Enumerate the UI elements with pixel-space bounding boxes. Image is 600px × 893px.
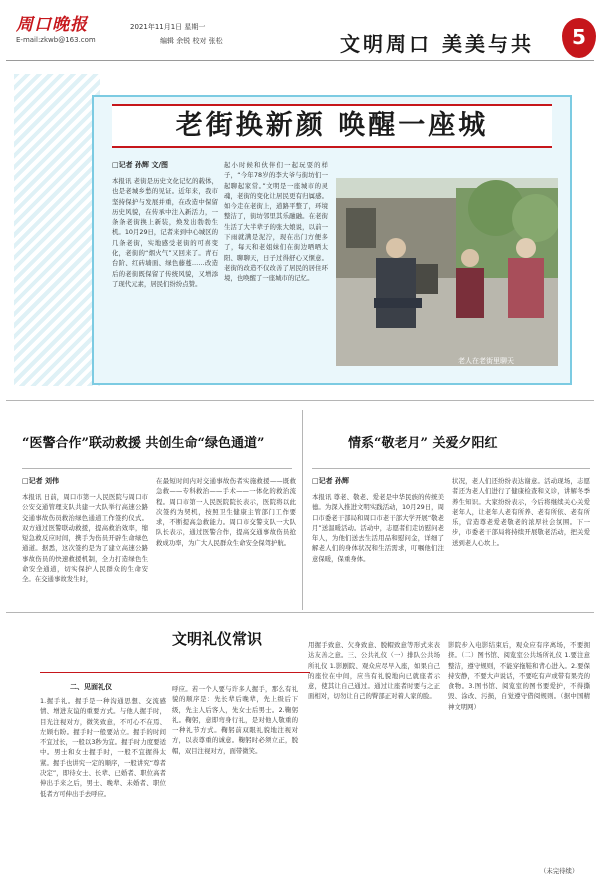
- section-divider-2: [6, 612, 594, 613]
- article-left-rule: [22, 468, 292, 469]
- masthead: [10, 6, 590, 56]
- article-left-title: “医警合作”联动救援 共创生命“绿色通道”: [22, 436, 265, 451]
- etiquette-rule: [40, 672, 310, 673]
- article-right-title: 情系“敬老月” 关爱夕阳红: [348, 436, 498, 451]
- section-divider: [6, 400, 594, 401]
- column-divider: [302, 410, 303, 610]
- article-right-column-1: 本报讯 尊老、敬老、爱老是中华民族的传统美德。为深入推进文明实践活动，10月29日，周口市委老干部局和周口市老干部大学开展“敬老月”送温暖活动。活动中，志愿者们走访慰问老年人，为他们送去生活用品和慰问金，详细了解老人们的身体状况和生活需求，叮嘱他们注意保暖，保重身体。: [312, 493, 444, 563]
- article-left-column-2: 在最短时间内对交通事故伤者实施救援——既救急救——专科救治——手术——一体化的救治流程。周口市第一人民医院院长表示，医院将以此次签约为契机，按照卫生健康主管部门工作要求，不断提高急救能力。周口市交警支队一大队队长表示，通过医警合作，提高交通事故伤员抢救成功率，为广大人民群众生命安全保驾护航。: [156, 477, 296, 547]
- top-divider: [6, 60, 594, 61]
- etiquette-subheading: 二、见面礼仪: [70, 683, 112, 691]
- article-left-byline: □记者 刘伟: [22, 477, 60, 485]
- etiquette-column-1: 1.握手礼。握手是一种沟通思想、交流感情、增进友谊的重要方式。与他人握手时，目光注视对方，微笑致意，不可心不在焉、左顾右盼。握手时一般要站立。握手的时间不宜过长，一般以3秒为宜。握手时力度要适中。男士和女士握手时，一般不宜握得太紧。握手也讲究一定的顺序，一般讲究“尊者决定”，即待女士、长辈、已婚者、职位高者伸出手来之后，男士、晚辈、未婚者、职位低者方可伸出手去呼应。: [40, 697, 166, 798]
- feature-photo: [336, 178, 558, 366]
- street-elders-image: [336, 178, 558, 366]
- article-right-column-2: 状况，老人们还纷纷表达谢意。活动现场，志愿者还为老人们进行了健康检查和义诊，讲解冬季养生知识。大家纷纷表示，今后将继续关心关爱老年人，让老年人老有所养、老有所依、老有所乐，营造尊老爱老敬老的浓厚社会氛围。下一步，市委老干部局将持续开展敬老活动，把关爱送到老人心坎上。: [452, 477, 590, 547]
- etiquette-title: 文明礼仪常识: [172, 630, 263, 648]
- etiquette-column-3: 用握手致意、欠身致意、脱帽致意等形式来表达友善之意。三、公共礼仪（一）排队公共场所礼仪 1.影剧院、观众应尽早入座，如果自己的座位在中间，应当有礼貌地向已就座者示意，使其让自己通过。通过让座者时要与之正面相对，切勿让自己的臀部正对着人家的脸。: [308, 641, 440, 701]
- dateline: 2021年11月1日 星期一: [130, 23, 206, 31]
- email: E-mail:zkwb@163.com: [16, 36, 96, 44]
- article-right-rule: [312, 468, 590, 469]
- etiquette-column-2: 呼应。若一个人要与许多人握手，那么有礼貌的顺序是：先长辈后晚辈，先上级后下级，先主人后客人，先女士后男士。2.鞠躬礼。鞠躬，意即弯身行礼，是对他人敬重的一种礼节方式。鞠躬前双眼礼貌地注视对方，以表尊重的诚意。鞠躬时必须立正，脱帽，双目注视对方，面带微笑。: [172, 685, 298, 755]
- page-number-badge: 5: [562, 18, 596, 58]
- editors: 编辑 余锐 校对 张松: [160, 37, 223, 45]
- feature-title: 老街换新颜 唤醒一座城: [112, 104, 552, 148]
- etiquette-column-4: 影院步入电影结束后，观众应有序离场，不要拥挤。（二）图书馆、阅览室公共场所礼仪 1.要注意整洁，遵守规则，不能穿拖鞋和背心进入。2.要保持安静，不要大声说话，不要吃有声或带有果壳的食物。3.图书馆、阅览室的图书要爱护，不得撕毁、涂改、污损，自觉遵守借阅规则。（据中国精神文明网）: [448, 641, 590, 711]
- feature-byline: □记者 孙辉 文/图: [112, 161, 169, 169]
- newspaper-logo: 周口晚报: [16, 15, 88, 35]
- article-right-byline: □记者 孙辉: [312, 477, 350, 485]
- to-be-continued: （未完待续）: [540, 867, 579, 875]
- photo-caption: 老人在老街里聊天: [458, 357, 514, 365]
- feature-column-2: 起小时候和伙伴们一起玩耍的样子，“今年78岁的李大爷与街坊们一起聊起家常。”文明是一座城市的灵魂，老街的变化让居民更有归属感。如今走在老街上，道路平整了，环境整洁了，街坊邻里其乐融融。在老街生活了大半辈子的张大娘说，以前一下雨就满是泥泞，现在出门方便多了，每天和老姐妹们在街边晒晒太阳、聊聊天，日子过得舒心又惬意。老街的改造不仅改善了居民的居住环境，也唤醒了一座城市的记忆。: [224, 161, 328, 283]
- feature-column-1: 本报讯 老街是历史文化记忆的载体，也是老城乡愁的见证。近年来，我市坚持保护与发展并重，在改造中保留历史风貌，在传承中注入新活力，一条条老街换上新装，焕发出勃勃生机。10月29日，记者来到中心城区的几条老街，实地感受老街的可喜变化，老街的“烟火气”又回来了。青石台阶、红砖墙面、绿色藤蔓……改造后的老街既保留了传统风貌，又增添了现代元素，居民们纷纷点赞。: [112, 177, 218, 288]
- feature-decoration: [14, 74, 100, 386]
- article-left-column-1: 本报讯 日前，周口市第一人民医院与周口市公安交通管理支队共建一大队举行高速公路交通事故伤员救治绿色通道工作签约仪式。双方通过医警联动救援，提高救治效率，缩短急救反应时间，携手为伤员开辟生命绿色通道。据悉，这次签约是为了建立高速公路事故伤员的快速救援机制，全力打造绿色生命安全通道，切实保护人民群众的生命安全。在交通事故发生时，: [22, 493, 148, 584]
- page-slogan: 文明周口 美美与共: [340, 32, 534, 56]
